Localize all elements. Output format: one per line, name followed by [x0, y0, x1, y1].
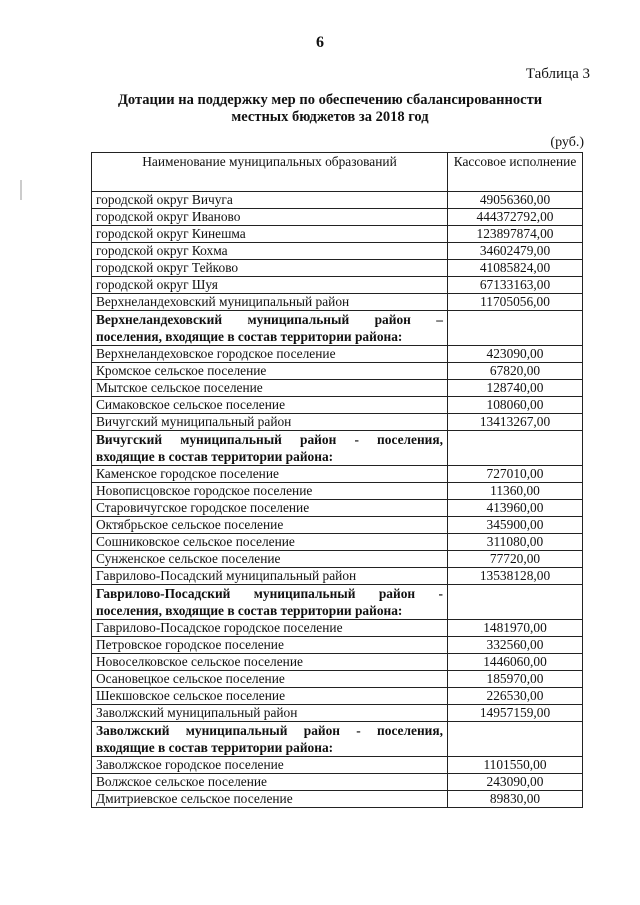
row-value: 11705056,00: [448, 294, 583, 311]
document-title: [80, 92, 580, 126]
row-name: Октябрьское сельское поселение: [92, 517, 448, 534]
row-value: 11360,00: [448, 483, 583, 500]
table-row: [92, 260, 583, 277]
row-name: Гаврилово-Посадский муниципальный район - поселения, входящие в состав территории района:: [92, 585, 448, 620]
row-value: 423090,00: [448, 346, 583, 363]
table-row: [92, 654, 583, 671]
table-row: [92, 757, 583, 774]
row-name: Заволжский муниципальный район: [92, 705, 448, 722]
row-value: 13538128,00: [448, 568, 583, 585]
table-row: [92, 346, 583, 363]
row-value: [448, 311, 583, 346]
table-body: [92, 192, 583, 808]
table-row: [92, 791, 583, 808]
row-name: Осановецкое сельское поселение: [92, 671, 448, 688]
table-group-row: [92, 585, 583, 620]
row-name: городской округ Кинешма: [92, 226, 448, 243]
row-name: Гаврилово-Посадское городское поселение: [92, 620, 448, 637]
table-row: [92, 500, 583, 517]
table-row: [92, 380, 583, 397]
row-value: 311080,00: [448, 534, 583, 551]
row-value: 77720,00: [448, 551, 583, 568]
header-name: Наименование муниципальных образований: [92, 153, 448, 192]
scan-artifact: [20, 180, 22, 200]
row-name: Верхнеландеховское городское поселение: [92, 346, 448, 363]
table-row: [92, 637, 583, 654]
table-row: [92, 620, 583, 637]
table-row: [92, 277, 583, 294]
row-value: 13413267,00: [448, 414, 583, 431]
table-row: [92, 397, 583, 414]
row-value: 226530,00: [448, 688, 583, 705]
row-name: Петровское городское поселение: [92, 637, 448, 654]
row-name: Дмитриевское сельское поселение: [92, 791, 448, 808]
row-value: 108060,00: [448, 397, 583, 414]
row-value: 1101550,00: [448, 757, 583, 774]
table-row: [92, 209, 583, 226]
row-value: 49056360,00: [448, 192, 583, 209]
table-row: [92, 483, 583, 500]
table-row: [92, 551, 583, 568]
row-name: Сошниковское сельское поселение: [92, 534, 448, 551]
row-value: 332560,00: [448, 637, 583, 654]
subsidies-table: [91, 152, 583, 808]
table-row: [92, 363, 583, 380]
table-group-row: [92, 311, 583, 346]
row-value: 444372792,00: [448, 209, 583, 226]
row-name: Симаковское сельское поселение: [92, 397, 448, 414]
row-name: Волжское сельское поселение: [92, 774, 448, 791]
header-value: Кассовое исполнение: [448, 153, 583, 192]
row-value: 413960,00: [448, 500, 583, 517]
row-value: 89830,00: [448, 791, 583, 808]
row-value: 67820,00: [448, 363, 583, 380]
row-name: Заволжское городское поселение: [92, 757, 448, 774]
row-name: Кромское сельское поселение: [92, 363, 448, 380]
row-value: 128740,00: [448, 380, 583, 397]
table-label: Таблица 3: [525, 66, 590, 82]
row-value: [448, 722, 583, 757]
row-value: 1481970,00: [448, 620, 583, 637]
table-row: [92, 774, 583, 791]
row-name: Верхнеландеховский муниципальный район – поселения, входящие в состав территории района:: [92, 311, 448, 346]
row-value: 185970,00: [448, 671, 583, 688]
table-group-row: [92, 431, 583, 466]
table-row: [92, 414, 583, 431]
row-name: Мытское сельское поселение: [92, 380, 448, 397]
table-row: [92, 517, 583, 534]
row-value: 67133163,00: [448, 277, 583, 294]
row-name: Новоселковское сельское поселение: [92, 654, 448, 671]
row-name: Новописцовское городское поселение: [92, 483, 448, 500]
table-row: [92, 243, 583, 260]
row-name: городской округ Кохма: [92, 243, 448, 260]
row-name: Старовичугское городское поселение: [92, 500, 448, 517]
table-row: [92, 294, 583, 311]
row-name: Каменское городское поселение: [92, 466, 448, 483]
row-value: 34602479,00: [448, 243, 583, 260]
page-number: 6: [316, 34, 324, 51]
row-value: 14957159,00: [448, 705, 583, 722]
row-name: городской округ Тейково: [92, 260, 448, 277]
row-name: Вичугский муниципальный район: [92, 414, 448, 431]
unit-label: (руб.): [550, 135, 584, 150]
table-group-row: [92, 722, 583, 757]
row-name: городской округ Шуя: [92, 277, 448, 294]
row-name: Вичугский муниципальный район - поселения, входящие в состав территории района:: [92, 431, 448, 466]
table-row: [92, 688, 583, 705]
row-value: [448, 585, 583, 620]
row-name: городской округ Иваново: [92, 209, 448, 226]
table-row: [92, 226, 583, 243]
row-name: Сунженское сельское поселение: [92, 551, 448, 568]
row-value: 345900,00: [448, 517, 583, 534]
table-row: [92, 192, 583, 209]
row-name: Заволжский муниципальный район - поселения, входящие в состав территории района:: [92, 722, 448, 757]
table-row: [92, 534, 583, 551]
row-value: 243090,00: [448, 774, 583, 791]
table-row: [92, 568, 583, 585]
table-header-row: [92, 153, 583, 192]
title-line-1: Дотации на поддержку мер по обеспечению сбалансированности: [117, 92, 543, 108]
row-name: Верхнеландеховский муниципальный район: [92, 294, 448, 311]
row-value: [448, 431, 583, 466]
row-name: городской округ Вичуга: [92, 192, 448, 209]
row-value: 727010,00: [448, 466, 583, 483]
row-name: Шекшовское сельское поселение: [92, 688, 448, 705]
row-value: 41085824,00: [448, 260, 583, 277]
row-value: 1446060,00: [448, 654, 583, 671]
title-line-2: местных бюджетов за 2018 год: [231, 109, 429, 125]
table-row: [92, 705, 583, 722]
row-name: Гаврилово-Посадский муниципальный район: [92, 568, 448, 585]
row-value: 123897874,00: [448, 226, 583, 243]
table-row: [92, 671, 583, 688]
table-row: [92, 466, 583, 483]
